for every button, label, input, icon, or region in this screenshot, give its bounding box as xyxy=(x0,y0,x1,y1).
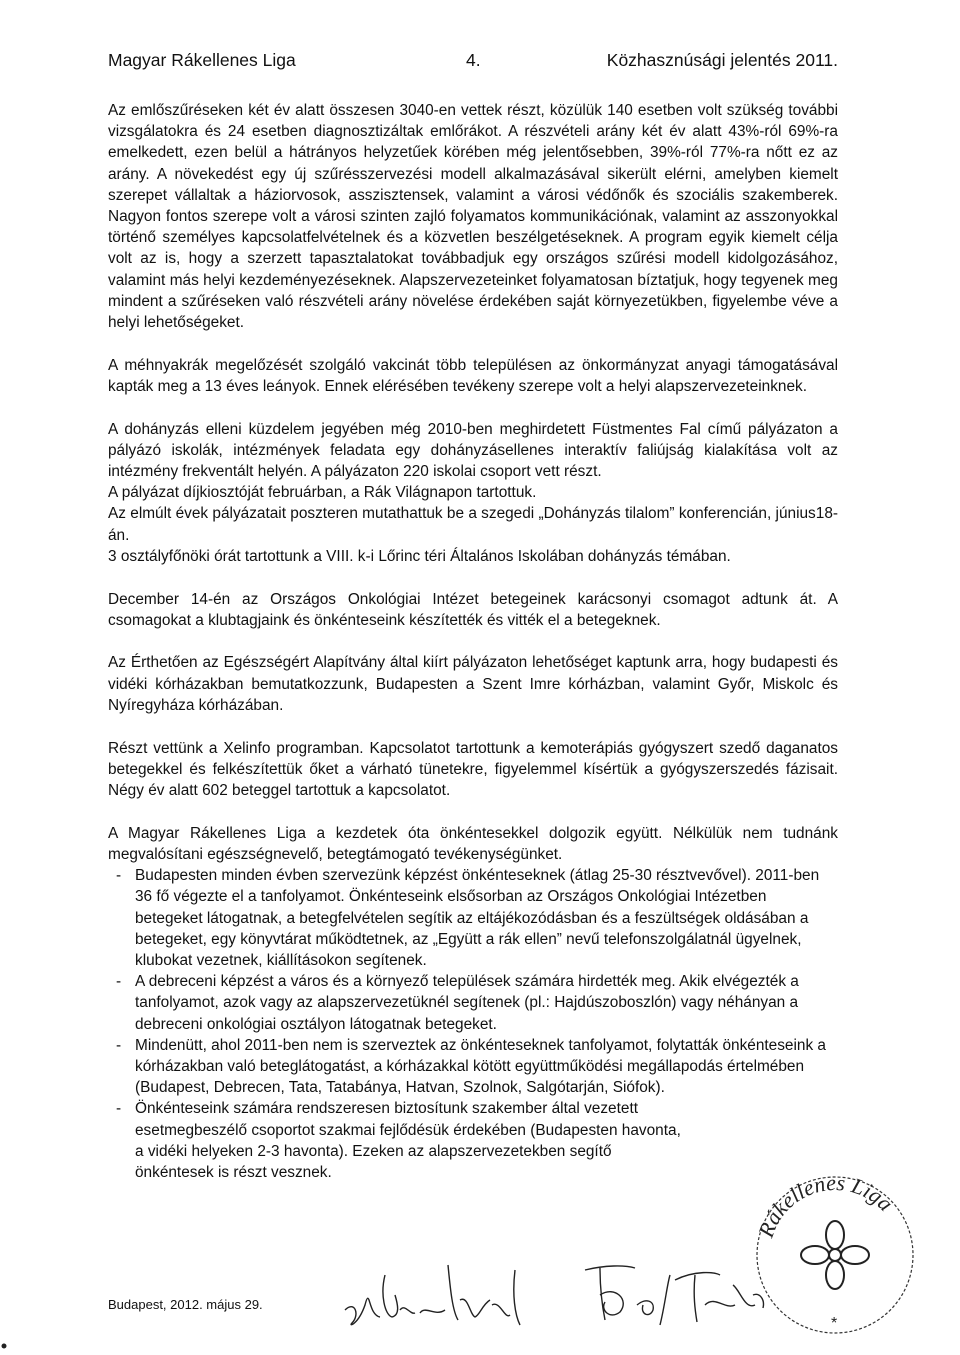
list-item xyxy=(108,865,838,971)
paragraph-screening: Az emlőszűréseken két év alatt összesen 3040-en vettek részt, közülük 140 esetben volt szükség további vizsgálatokra és 24 esetben diagnosztizáltak emlőrákot. A részvételi arány két év alatt 43%-ról 69%-ra emelkedett, ezen belül a hátrányos helyzetűek körében még jelentősebben, 39%-ról 77%-ra nőtt ez az arány. A növekedést egy új szűrésszervezési modell alkalmazásával sikerült elérni, amelyben kiemelt szerepet vállaltak a háziorvosok, asszisztensek, valamint a városi védőnők és szociális szakemberek. Nagyon fontos szerepe volt a városi szinten zajló folyamatos kommunikációnak, valamint az asszonyokkal történő személyes kapcsolatfelvételnek és a közvetlen beszélgetéseknek. A program egyik kiemelt célja volt az is, hogy a szerzett tapasztalatokat továbbadjuk egy országos szűrési modell kidolgozásához, valamint más helyi kezdeményezéseknek. Alapszervezeteinket folyamatosan bíztatjuk, hogy tegyenek meg mindent a szűréseken való részvételi arány növelése érdekében saját környezetükben, figyelembe véve a helyi lehetőségeket. xyxy=(108,102,838,332)
paragraph-classes: 3 osztályfőnöki órát tartottunk a VIII. k-i Lőrinc téri Általános Iskolában dohányzás témában. xyxy=(108,547,731,565)
stamp-star: * xyxy=(831,1315,838,1332)
list-marker: - xyxy=(116,1100,122,1118)
list-item xyxy=(108,971,838,1035)
paragraph-hospitals: Az Érthetően az Egészségért Alapítvány által kiírt pályázaton lehetőséget kaptunk arra, hogy budapesti és vidéki kórházakban bemutatkozzunk, Budapesten a Szent Imre kórházban, valamint Győr, Miskolc és Nyíregyháza kórházában. xyxy=(108,654,838,714)
paragraph-volunteers: A Magyar Rákellenes Liga a kezdetek óta önkéntesekkel dolgozik együtt. Nélkülük nem tudnánk megvalósítani egészségnevelő, betegtámogató tevékenységünket. xyxy=(108,824,838,863)
list-item-text: Önkénteseink számára rendszeresen biztosítunk szakember által vezetett esetmegbeszélő csoportot szakmai fejlődésük érdekében (Budapesten havonta, a vidéki helyeken 2-3 havonta). Ezeken az alapszervezetekben segítő önkéntesek is részt vesznek. xyxy=(135,1100,681,1181)
list-item xyxy=(108,1035,838,1099)
paragraph-poster: Az elmúlt évek pályázatait poszteren mutathattuk be a szegedi „Dohányzás tilalom” konferencián, június18-án. xyxy=(108,505,838,544)
svg-text:Rákellenes Liga: Rákellenes Liga xyxy=(752,1169,899,1241)
header-report-title: Közhasznúsági jelentés 2011. xyxy=(606,50,838,70)
header-organization: Magyar Rákellenes Liga xyxy=(108,50,296,70)
list-item xyxy=(108,1098,838,1183)
paragraph-vaccine: A méhnyakrák megelőzését szolgáló vakcinát több településen az önkormányzat anyagi támogatásával kapták meg a 13 éves leányok. Ennek elérésében tevékeny szerepe volt a helyi alapszervezeteinknek. xyxy=(108,356,838,395)
page-header xyxy=(108,50,838,72)
scan-mark xyxy=(0,1340,10,1350)
paragraph-december: December 14-én az Országos Onkológiai Intézet betegeinek karácsonyi csomagot adtunk át. A csomagokat a klubtagjaink és önkénteseink készítették és vitték el a betegeknek. xyxy=(108,590,838,629)
list-marker: - xyxy=(116,1036,122,1054)
list-item-text: Mindenütt, ahol 2011-ben nem is szerveztek az önkénteseknek tanfolyamot, folytatták önkénteseink a kórházakban való beteglátogatást, a kórházakkal kötött együttműködési megállapodás értelmében (Budapest, Debrecen, Tata, Tatabánya, Hatvan, Szolnok, Salgótarján, Siófok). xyxy=(135,1036,826,1097)
list-marker: - xyxy=(116,973,122,991)
paragraph-smoking: A dohányzás elleni küzdelem jegyében még 2010-ben meghirdetett Füstmentes Fal című pályázaton a pályázó iskolák, intézmények feladata egy dohányzásellenes interaktív faliújság kialakítása volt az intézmény frekventált helyén. A pályázaton 220 iskolai csoport vett részt. xyxy=(108,420,838,481)
document-body xyxy=(108,100,838,1183)
list-marker: - xyxy=(116,867,122,885)
list-item-text: Budapesten minden évben szervezünk képzést önkénteseknek (átlag 25-30 résztvevővel). 2011-ben 36 fő végezte el a tanfolyamot. Önkénteseink elsősorban az Országos Onkológiai Intézetben betegeket látogatnak, a betegfelvételen segítik az eltájékozódásban és a feszültségek oldásában a betegeket, egy könyvtárat működtetnek, az „Együtt a rák ellen” nevű telefonszolgálatnál ügyelnek, klubokat vezetnek, kiállításokon segítenek. xyxy=(135,867,820,969)
list-item-text: A debreceni képzést a város és a környező települések számára hirdették meg. Akik elvégezték a tanfolyamot, azok vagy az alapszervezetüknél segítenek (pl.: Hajdúszoboszlón) vagy néhányan a debreceni onkológiai osztályon látogatnak betegeket. xyxy=(135,973,799,1033)
paragraph-xelinfo: Részt vettünk a Xelinfo programban. Kapcsolatot tartottunk a kemoterápiás gyógyszert szedő daganatos betegekkel és felkészítettük őket a várható tünetekre, figyelemmel kísértük a gyógyszerszedés fázisait. Négy év alatt 602 beteggel tartottuk a kapcsolatot. xyxy=(108,739,838,799)
organization-stamp xyxy=(745,1160,925,1335)
paragraph-award: A pályázat díjkiosztóját februárban, a Rák Világnapon tartottuk. xyxy=(108,484,537,502)
signature-1 xyxy=(340,1255,540,1335)
volunteer-list xyxy=(108,865,838,1183)
header-page-number: 4. xyxy=(466,50,481,70)
signing-date: Budapest, 2012. május 29. xyxy=(108,1297,263,1312)
